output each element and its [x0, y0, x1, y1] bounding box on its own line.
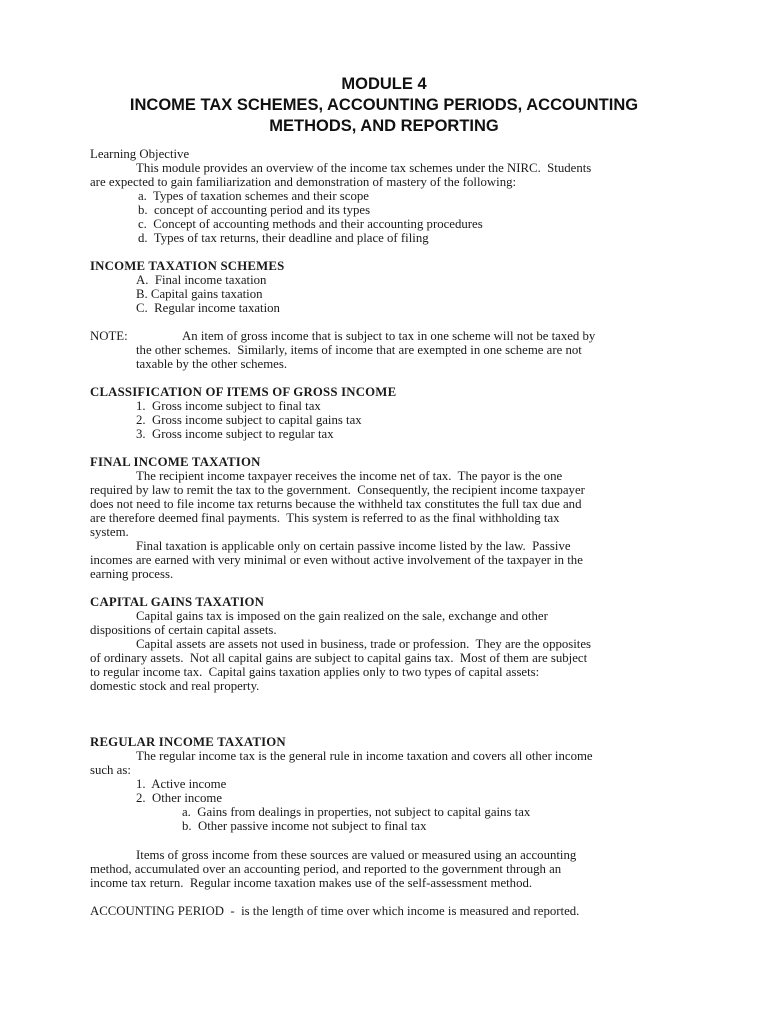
note-label: NOTE: — [90, 329, 128, 343]
final-taxation-line: are therefore deemed final payments. This system is referred to as the final withholding tax — [90, 511, 560, 525]
regular-taxation-line: such as: — [90, 763, 131, 777]
classification-item: 2. Gross income subject to capital gains tax — [136, 413, 362, 427]
objective-item: a. Types of taxation schemes and their scope — [138, 189, 369, 203]
regular-taxation-para-line: Items of gross income from these sources are valued or measured using an accounting — [136, 848, 577, 862]
title-line-2: METHODS, AND REPORTING — [269, 117, 499, 135]
regular-taxation-heading: REGULAR INCOME TAXATION — [90, 735, 286, 749]
accounting-period-definition: ACCOUNTING PERIOD - is the length of time over which income is measured and reported. — [90, 904, 580, 918]
scheme-item: A. Final income taxation — [136, 273, 267, 287]
capital-gains-heading: CAPITAL GAINS TAXATION — [90, 595, 265, 609]
classification-item: 1. Gross income subject to final tax — [136, 399, 321, 413]
capital-gains-line: to regular income tax. Capital gains taxation applies only to two types of capital assets: — [90, 665, 540, 679]
module-label: MODULE 4 — [341, 75, 427, 93]
title-line-1: INCOME TAX SCHEMES, ACCOUNTING PERIODS, ACCOUNTING — [129, 96, 639, 114]
classification-heading: CLASSIFICATION OF ITEMS OF GROSS INCOME — [90, 385, 397, 399]
final-taxation-line: earning process. — [90, 567, 174, 581]
final-taxation-line: system. — [90, 525, 129, 539]
regular-taxation-line: The regular income tax is the general rule in income taxation and covers all other income — [136, 749, 593, 763]
regular-income-item: 1. Active income — [136, 777, 227, 791]
schemes-heading: INCOME TAXATION SCHEMES — [90, 259, 285, 273]
final-taxation-line: required by law to remit the tax to the government. Consequently, the recipient income taxpayer — [90, 483, 585, 497]
scheme-item: B. Capital gains taxation — [136, 287, 263, 301]
objective-item: d. Types of tax returns, their deadline and place of filing — [138, 231, 429, 245]
regular-taxation-para-line: income tax return. Regular income taxation makes use of the self-assessment method. — [90, 876, 533, 890]
intro-line: This module provides an overview of the income tax schemes under the NIRC. Students — [136, 161, 592, 175]
note-line: the other schemes. Similarly, items of income that are exempted in one scheme are not — [136, 343, 582, 357]
capital-gains-line: Capital gains tax is imposed on the gain realized on the sale, exchange and other — [136, 609, 548, 623]
note-line: taxable by the other schemes. — [136, 357, 288, 371]
intro-line: are expected to gain familiarization and demonstration of mastery of the following: — [90, 175, 517, 189]
capital-gains-line: dispositions of certain capital assets. — [90, 623, 277, 637]
regular-income-subitem: b. Other passive income not subject to final tax — [182, 819, 427, 833]
regular-taxation-para-line: method, accumulated over an accounting period, and reported to the government through an — [90, 862, 562, 876]
classification-item: 3. Gross income subject to regular tax — [136, 427, 334, 441]
note-line: An item of gross income that is subject to tax in one scheme will not be taxed by — [182, 329, 596, 343]
final-taxation-line: incomes are earned with very minimal or even without active involvement of the taxpayer in the — [90, 553, 583, 567]
final-taxation-line: The recipient income taxpayer receives the income net of tax. The payor is the one — [136, 469, 563, 483]
capital-gains-line: of ordinary assets. Not all capital gains are subject to capital gains tax. Most of them are subject — [90, 651, 588, 665]
learning-objective-heading: Learning Objective — [90, 147, 190, 161]
objective-item: c. Concept of accounting methods and their accounting procedures — [138, 217, 483, 231]
capital-gains-line: Capital assets are assets not used in business, trade or profession. They are the opposites — [136, 637, 592, 651]
objective-item: b. concept of accounting period and its types — [138, 203, 371, 217]
scheme-item: C. Regular income taxation — [136, 301, 280, 315]
regular-income-item: 2. Other income — [136, 791, 222, 805]
capital-gains-line: domestic stock and real property. — [90, 679, 260, 693]
regular-income-subitem: a. Gains from dealings in properties, not subject to capital gains tax — [182, 805, 531, 819]
final-taxation-heading: FINAL INCOME TAXATION — [90, 455, 261, 469]
final-taxation-line: Final taxation is applicable only on certain passive income listed by the law. Passive — [136, 539, 571, 553]
final-taxation-line: does not need to file income tax returns because the withheld tax constitutes the full tax due and — [90, 497, 582, 511]
